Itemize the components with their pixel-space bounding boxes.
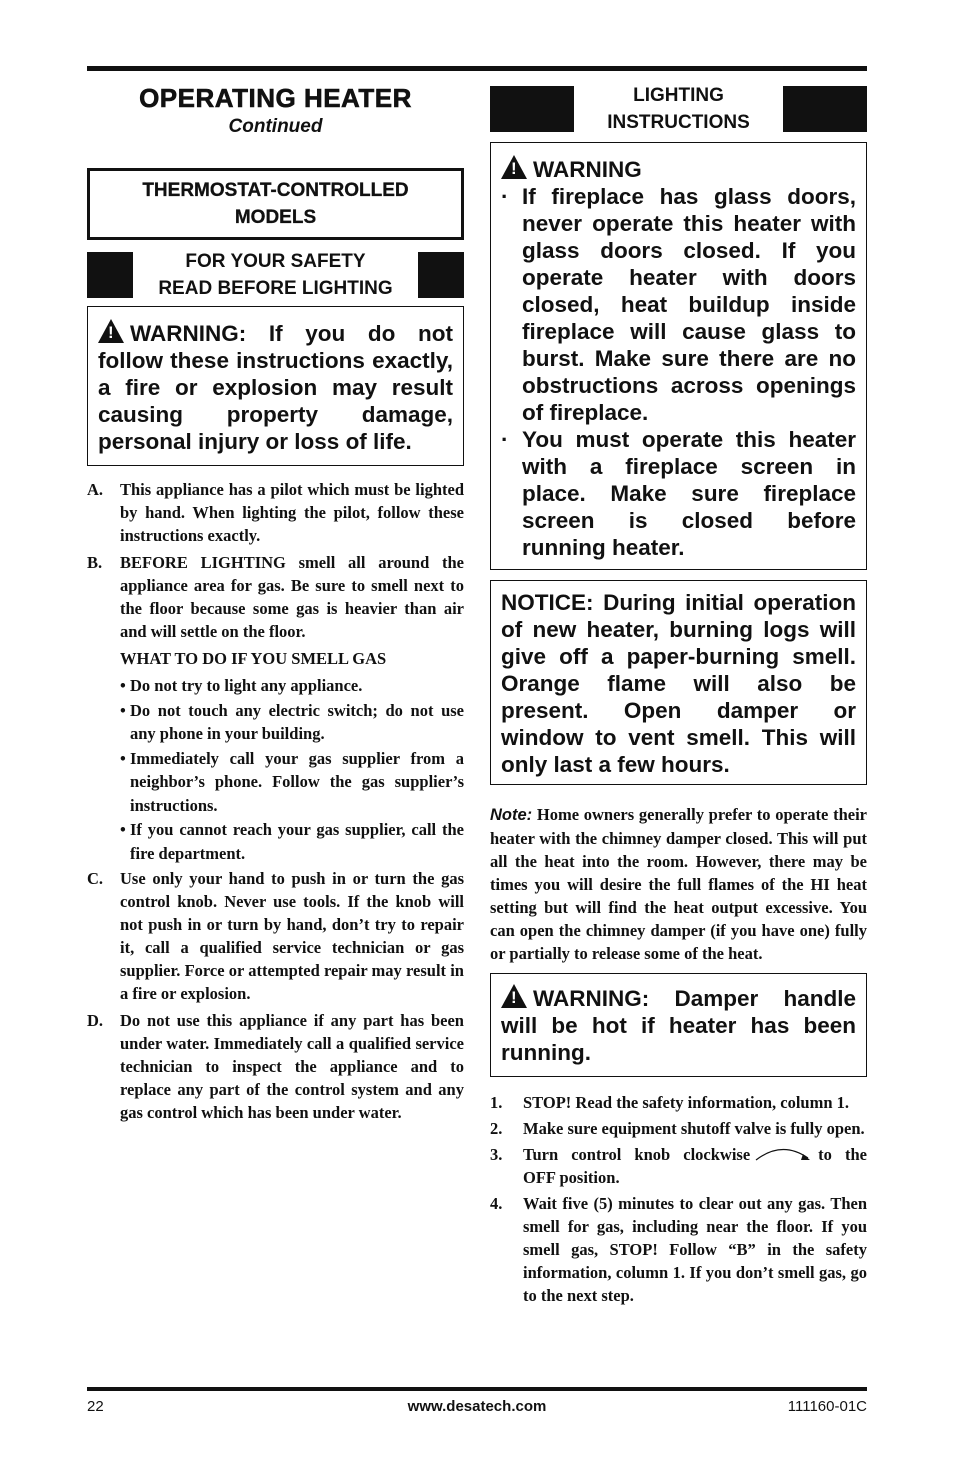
note-label: Note: <box>490 806 533 824</box>
bullet-text: Do not touch any electric switch; do not use any phone in your building. <box>130 700 464 743</box>
item-text: Do not use this appliance if any part has been under water. Immediately call a qualified service technician to inspect the appliance and to replace any part of the control system and any gas control which has been under water. <box>120 1011 464 1122</box>
safety-list <box>87 478 464 643</box>
list-item <box>87 551 464 643</box>
bullet-text: If fireplace has glass doors, never operate this heater with glass doors closed. If you operate heater with doors closed, heat buildup inside fireplace will cause glass to burst. Make sure there are no obstructions across openings of fireplace. <box>522 184 856 425</box>
step-marker: 1. <box>490 1093 503 1112</box>
top-rule <box>87 66 867 71</box>
thermostat-models-box <box>87 168 464 240</box>
fire-warning-text: WARNING: If you do not follow these instructions exactly, a fire or explosion may result causing property damage, personal injury or loss of life. <box>98 321 453 454</box>
banner-line2: INSTRUCTIONS <box>607 112 750 133</box>
box-title-line2: MODELS <box>234 207 317 228</box>
fire-warning-box <box>87 306 464 466</box>
box-title-line1: THERMOSTAT-CONTROLLED <box>142 180 409 201</box>
list-item <box>87 478 464 547</box>
damper-warning-text: WARNING: Damper handle will be hot if heater has been running. <box>501 986 856 1065</box>
bullet-text: You must operate this heater with a fireplace screen in place. Make sure fireplace screen is closed before running heater. <box>522 427 856 560</box>
step-item <box>490 1143 867 1189</box>
warning-heading <box>501 155 856 183</box>
item-marker: A. <box>87 480 104 499</box>
banner-line1: LIGHTING <box>633 85 724 106</box>
list-item: • Immediately call your gas supplier from a neighbor’s phone. Follow the gas supplier’s instructions. <box>120 747 464 818</box>
footer-url: www.desatech.com <box>407 1398 547 1415</box>
item-marker: C. <box>87 869 104 888</box>
item-text: BEFORE LIGHTING smell all around the appliance area for gas. Be sure to smell next to the floor because some gas is heavier than air and will settle on the floor. <box>120 553 464 641</box>
safety-list-cont <box>87 867 464 1124</box>
step-text: STOP! Read the safety information, column 1. <box>523 1093 850 1112</box>
warning-list <box>501 183 856 561</box>
safety-banner <box>87 250 464 300</box>
step-text <box>523 1143 867 1189</box>
step-marker: 2. <box>490 1119 503 1138</box>
lighting-steps <box>490 1091 867 1307</box>
list-item: • If you cannot reach your gas supplier, call the fire department. <box>120 818 464 865</box>
lighting-banner <box>490 84 867 134</box>
list-item <box>87 867 464 1005</box>
left-column <box>87 84 464 1128</box>
banner-block-right <box>783 86 867 132</box>
bullet-text: If you cannot reach your gas supplier, call the fire department. <box>130 820 464 863</box>
note-text: Home owners generally prefer to operate their heater with the chimney damper closed. This will put all the heat into the room. However, there may be times you will desire the full flames of the HI heat setting but will find the heat output excessive. You can open the chimney damper (if you have one) fully or partially to release some of the heat. <box>490 805 867 963</box>
step-item <box>490 1117 867 1140</box>
document-code: 111160-01C <box>787 1398 867 1415</box>
step-text: Make sure equipment shutoff valve is fully open. <box>523 1119 865 1138</box>
list-item: · If fireplace has glass doors, never operate this heater with glass doors closed. If you operate heater with doors closed, heat buildup inside fireplace will cause glass to burst. Make sure there are no obstructions across openings of fireplace. <box>501 184 856 425</box>
banner-block-left <box>87 252 133 298</box>
list-item: · You must operate this heater with a fireplace screen in place. Make sure fireplace screen is closed before running heater. <box>501 427 856 560</box>
smell-gas-heading: WHAT TO DO IF YOU SMELL GAS <box>120 649 387 668</box>
warning-triangle-icon <box>501 155 527 179</box>
page-subtitle: Continued <box>228 116 323 137</box>
step-text-after: to the OFF position. <box>523 1145 867 1187</box>
glass-doors-warning-box <box>490 142 867 570</box>
page-number: 22 <box>87 1398 104 1415</box>
clockwise-arrow-icon <box>754 1146 814 1164</box>
bullet-text: Do not try to light any appliance. <box>130 676 363 695</box>
banner-line2: READ BEFORE LIGHTING <box>158 278 393 299</box>
warning-heading-text: WARNING <box>533 157 642 182</box>
item-text: Use only your hand to push in or turn the gas control knob. Never use tools. If the knob will not push in or turn by hand, don’t try to repair it, call a qualified service technician or gas supplier. Force or attempted repair may result in a fire or explosion. <box>120 869 464 1003</box>
item-marker: B. <box>87 553 103 572</box>
item-text: This appliance has a pilot which must be lighted by hand. When lighting the pilot, follow these instructions exactly. <box>120 480 464 545</box>
step-text-before: Turn control knob clockwise <box>523 1145 751 1164</box>
page-title: OPERATING HEATER <box>139 83 412 113</box>
right-column <box>490 84 867 1310</box>
banner-text <box>607 82 750 136</box>
step-text: Wait five (5) minutes to clear out any gas. Then smell for gas, including near the floor. If you smell gas, STOP! Follow “B” in the safety information, column 1. If you don’t smell gas, go to the next step. <box>523 1194 867 1305</box>
bullet-text: Immediately call your gas supplier from a neighbor’s phone. Follow the gas supplier’s instructions. <box>130 748 464 815</box>
note-paragraph <box>490 803 867 965</box>
step-item <box>490 1091 867 1114</box>
damper-warning-box <box>490 973 867 1077</box>
banner-text <box>158 248 392 302</box>
notice-box <box>490 580 867 785</box>
warning-triangle-icon <box>98 319 124 343</box>
bottom-rule <box>87 1387 867 1391</box>
warning-triangle-icon <box>501 984 527 1008</box>
banner-line1: FOR YOUR SAFETY <box>185 251 366 272</box>
item-marker: D. <box>87 1011 104 1030</box>
step-item <box>490 1192 867 1307</box>
notice-text: NOTICE: During initial operation of new heater, burning logs will give off a paper-burning smell. Orange flame will also be present. Open damper or window to vent smell. This will only last a few hours. <box>501 590 856 777</box>
banner-block-left <box>490 86 574 132</box>
step-marker: 4. <box>490 1194 503 1213</box>
step-marker: 3. <box>490 1145 503 1164</box>
list-item: • Do not try to light any appliance. <box>120 674 464 698</box>
smell-gas-list <box>120 674 464 865</box>
list-item <box>87 1009 464 1124</box>
banner-block-right <box>418 252 464 298</box>
list-item: • Do not touch any electric switch; do not use any phone in your building. <box>120 699 464 746</box>
